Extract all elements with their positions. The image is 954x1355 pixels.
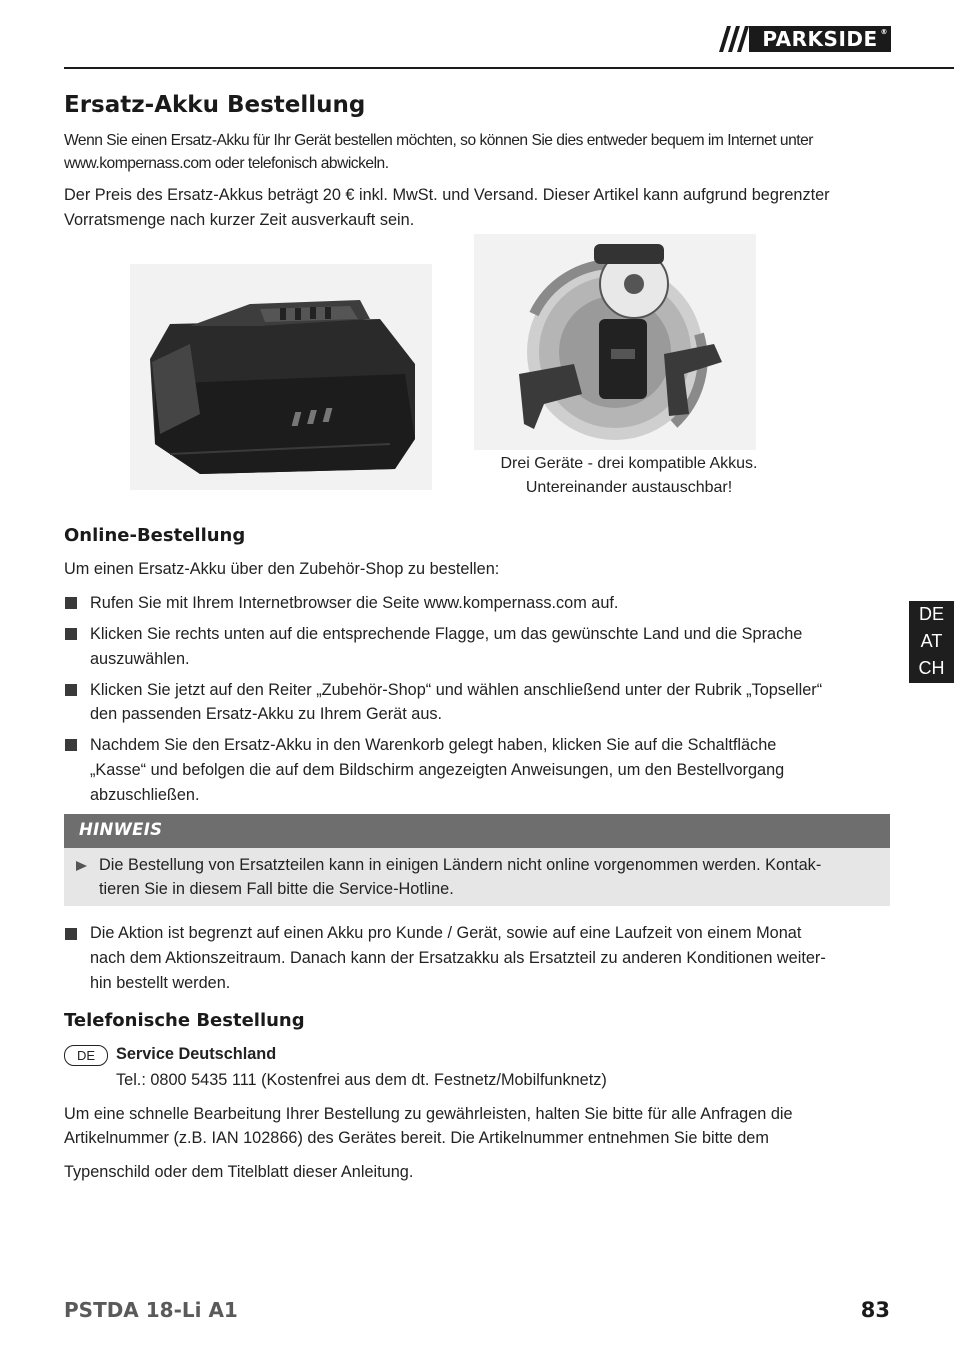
image-caption-line-2: Untereinander austauschbar!	[525, 479, 733, 496]
online-order-intro: Um einen Ersatz-Akku über den Zubehör-Shop zu bestellen:	[64, 560, 500, 578]
price-line-2: Vorratsmenge nach kurzer Zeit ausverkauft sein.	[64, 211, 415, 229]
intro-line-1: Wenn Sie einen Ersatz-Akku für Ihr Gerät bestellen möchten, so können Sie dies entweder bequem im Internet unter	[64, 132, 813, 149]
note-header	[64, 814, 890, 848]
page-title: Ersatz-Akku Bestellung	[64, 92, 366, 118]
online-step-1-line-1: Rufen Sie mit Ihrem Internetbrowser die Seite www.kompernass.com auf.	[90, 594, 619, 612]
service-name: Service Deutschland	[116, 1045, 277, 1063]
bullet-icon	[65, 597, 77, 609]
online-step-2-line-2: auszuwählen.	[90, 650, 190, 668]
price-line-1: Der Preis des Ersatz-Akkus beträgt 20 € inkl. MwSt. und Versand. Dieser Artikel kann aufgrund begrenzter	[64, 186, 830, 204]
page-number: 83	[860, 1298, 890, 1322]
note-line-1: Die Bestellung von Ersatzteilen kann in einigen Ländern nicht online vorgenommen werden. Kontak-	[99, 856, 822, 874]
bullet-icon	[65, 628, 77, 640]
intro-line-2: www.kompernass.com oder telefonisch abwickeln.	[64, 155, 389, 172]
battery-icon	[130, 264, 432, 490]
image-caption-line-1: Drei Geräte - drei kompatible Akkus.	[500, 455, 758, 472]
note-label: HINWEIS	[79, 820, 163, 839]
tools-icon	[474, 234, 756, 450]
footer-model: PSTDA 18-Li A1	[64, 1298, 238, 1322]
lang-at: AT	[920, 631, 943, 651]
logo-stripes-icon	[715, 26, 749, 52]
phone-info-line-2: Artikelnummer (z.B. IAN 102866) des Gerätes bereit. Die Artikelnummer entnehmen Sie bitte dem	[64, 1129, 769, 1147]
registered-mark: ®	[880, 28, 888, 36]
online-step-3-line-1: Klicken Sie jetzt auf den Reiter „Zubehör-Shop“ und wählen anschließend unter der Rubrik „Topseller“	[90, 681, 823, 699]
lang-de: DE	[918, 604, 944, 624]
language-tab	[909, 601, 954, 683]
lang-ch: CH	[918, 658, 945, 678]
note-body	[64, 848, 890, 906]
phone-info-line-1: Um eine schnelle Bearbeitung Ihrer Bestellung zu gewährleisten, halten Sie bitte für alle Anfragen die	[64, 1105, 793, 1123]
phone-order-heading: Telefonische Bestellung	[64, 1010, 305, 1031]
note-line-2: tieren Sie in diesem Fall bitte die Service-Hotline.	[99, 880, 454, 898]
bullet-icon	[65, 684, 77, 696]
online-step-3-line-2: den passenden Ersatz-Akku zu Ihrem Gerät aus.	[90, 705, 443, 723]
compatible-tools-image	[474, 234, 756, 450]
battery-image	[130, 264, 432, 490]
bullet-icon	[65, 739, 77, 751]
phone-info-line-3: Typenschild oder dem Titelblatt dieser Anleitung.	[64, 1163, 414, 1181]
service-tel: Tel.: 0800 5435 111 (Kostenfrei aus dem dt. Festnetz/Mobilfunknetz)	[116, 1071, 607, 1089]
promo-line-1: Die Aktion ist begrenzt auf einen Akku pro Kunde / Gerät, sowie auf eine Laufzeit von einem Monat	[90, 924, 802, 942]
promo-line-3: hin bestellt werden.	[90, 974, 231, 992]
online-step-2-line-1: Klicken Sie rechts unten auf die entsprechende Flagge, um das gewünschte Land und die Sprache	[90, 625, 803, 643]
country-badge: DE	[64, 1045, 108, 1066]
arrow-right-icon	[76, 861, 87, 871]
brand-wordmark	[749, 26, 891, 52]
online-step-4-line-2: „Kasse“ und befolgen die auf dem Bildschirm angezeigten Anweisungen, um den Bestellvorgang	[90, 761, 785, 779]
online-step-4-line-3: abzuschließen.	[90, 786, 200, 804]
brand-name: PARKSIDE	[762, 27, 878, 51]
header-rule	[64, 67, 954, 69]
brand-logo	[715, 26, 891, 52]
bullet-icon	[65, 928, 77, 940]
online-order-heading: Online-Bestellung	[64, 525, 246, 546]
promo-line-2: nach dem Aktionszeitraum. Danach kann der Ersatzakku als Ersatzteil zu anderen Konditionen weiter-	[90, 949, 826, 967]
online-step-4-line-1: Nachdem Sie den Ersatz-Akku in den Warenkorb gelegt haben, klicken Sie auf die Schaltfläche	[90, 736, 777, 754]
